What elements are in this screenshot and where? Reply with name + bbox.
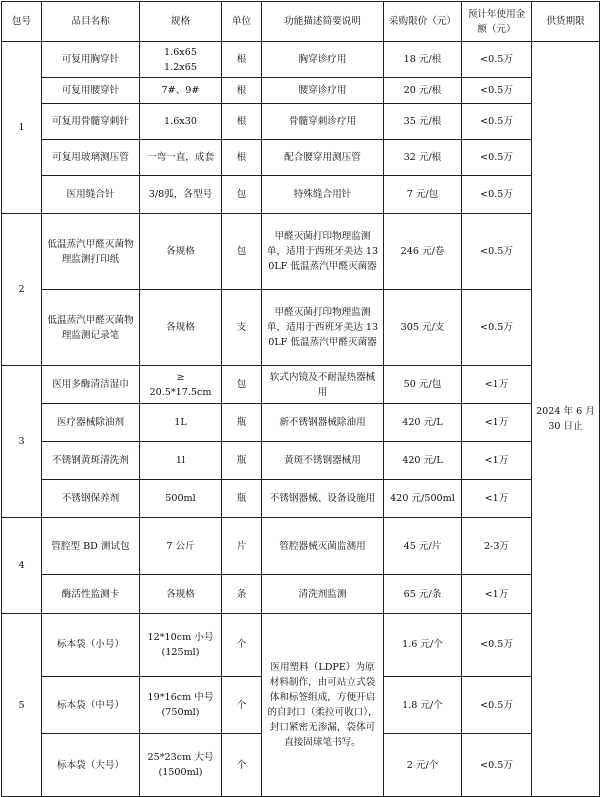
item-spec: 12*10cm 小号 (125ml) (140, 614, 222, 677)
procurement-table (1, 1, 600, 797)
item-est: <0.5万 (462, 42, 532, 78)
item-name: 可复用骨髓穿刺针 (42, 104, 140, 140)
item-desc: 配合腰穿用测压管 (262, 140, 384, 176)
item-desc: 甲醛灭菌打印物理监测单，适用于西班牙美达 130LF 低温蒸汽甲醛灭菌器 (262, 214, 384, 290)
item-price: 18 元/根 (384, 42, 462, 78)
item-est: <0.5万 (462, 734, 532, 797)
table-row (2, 290, 600, 366)
item-name: 医用多酶清洁湿巾 (42, 366, 140, 404)
item-price: 32 元/根 (384, 140, 462, 176)
item-spec: 1.6x65 1.2x65 (140, 42, 222, 78)
item-est: <0.5万 (462, 140, 532, 176)
item-unit: 包 (222, 176, 262, 214)
item-spec: 各规格 (140, 575, 222, 614)
item-spec: 500ml (140, 480, 222, 518)
table-row (2, 614, 600, 677)
item-spec: 3/8弧，各型号 (140, 176, 222, 214)
item-unit: 片 (222, 518, 262, 575)
item-price: 45 元/片 (384, 518, 462, 575)
item-price: 420 元/L (384, 442, 462, 480)
item-spec: 19*16cm 中号 (750ml) (140, 676, 222, 733)
item-desc: 胸穿诊疗用 (262, 42, 384, 78)
item-est: <0.5万 (462, 290, 532, 366)
pkg-number: 4 (2, 518, 42, 614)
item-desc: 腰穿诊疗用 (262, 78, 384, 104)
item-desc: 管腔器械灭菌监测用 (262, 518, 384, 575)
item-unit: 个 (222, 614, 262, 677)
item-name: 不锈钢黄斑清洗剂 (42, 442, 140, 480)
item-spec: 7 公斤 (140, 518, 222, 575)
item-est: <0.5万 (462, 214, 532, 290)
table-row (2, 42, 600, 78)
table-row (2, 366, 600, 404)
item-spec: 1L (140, 404, 222, 442)
table-row (2, 140, 600, 176)
table-row (2, 214, 600, 290)
item-desc: 黄斑不锈钢器械用 (262, 442, 384, 480)
item-spec: 1.6x30 (140, 104, 222, 140)
item-unit: 瓶 (222, 480, 262, 518)
item-desc: 骨髓穿刺诊疗用 (262, 104, 384, 140)
item-spec: 各规格 (140, 290, 222, 366)
item-unit: 个 (222, 676, 262, 733)
item-unit: 根 (222, 78, 262, 104)
header-row (2, 2, 600, 42)
item-price: 420 元/L (384, 404, 462, 442)
item-unit: 个 (222, 734, 262, 797)
pkg-number: 2 (2, 214, 42, 366)
item-spec: 25*23cm 大号 (1500ml) (140, 734, 222, 797)
table-row (2, 575, 600, 614)
item-est: <1万 (462, 575, 532, 614)
item-est: <1万 (462, 442, 532, 480)
item-price: 2 元/个 (384, 734, 462, 797)
item-est: <0.5万 (462, 104, 532, 140)
item-est: <0.5万 (462, 78, 532, 104)
item-price: 65 元/条 (384, 575, 462, 614)
item-name: 标本袋（小号） (42, 614, 140, 677)
item-est: <0.5万 (462, 176, 532, 214)
header-spec: 规格 (140, 2, 222, 42)
item-unit: 包 (222, 366, 262, 404)
item-desc: 特殊缝合用针 (262, 176, 384, 214)
item-spec: 1l (140, 442, 222, 480)
header-pkg: 包号 (2, 2, 42, 42)
item-name: 不锈钢保养剂 (42, 480, 140, 518)
item-price: 1.6 元/个 (384, 614, 462, 677)
item-est: <0.5万 (462, 614, 532, 677)
item-unit: 根 (222, 104, 262, 140)
item-name: 医疗器械除油剂 (42, 404, 140, 442)
item-name: 低温蒸汽甲醛灭菌物理监测记录笔 (42, 290, 140, 366)
item-name: 医用缝合针 (42, 176, 140, 214)
item-price: 420 元/500ml (384, 480, 462, 518)
period-first: 2024 年 6 月 30 日止 (532, 42, 600, 797)
pkg-number: 5 (2, 614, 42, 797)
pkg-number: 3 (2, 366, 42, 518)
item-spec: 7#、9# (140, 78, 222, 104)
item-est: <1万 (462, 366, 532, 404)
item-unit: 瓶 (222, 442, 262, 480)
header-period: 供货期限 (532, 2, 600, 42)
pkg-number: 1 (2, 42, 42, 214)
item-spec: ≥ 20.5*17.5cm (140, 366, 222, 404)
item-est: <0.5万 (462, 676, 532, 733)
item-est: <1万 (462, 404, 532, 442)
header-name: 品目名称 (42, 2, 140, 42)
table-row (2, 442, 600, 480)
item-price: 20 元/根 (384, 78, 462, 104)
item-desc: 清洗剂监测 (262, 575, 384, 614)
item-name: 低温蒸汽甲醛灭菌物理监测打印纸 (42, 214, 140, 290)
item-desc-shared: 医用塑料（LDPE）为原材料制作，由可站立式袋体和标签组成，方便开启的自封口（柔拉可收口），封口紧密无渗漏，袋体可直接固球笔书写。 (262, 614, 384, 797)
item-desc: 新不锈钢器械除油用 (262, 404, 384, 442)
item-est: <1万 (462, 480, 532, 518)
item-unit: 条 (222, 575, 262, 614)
item-desc: 甲醛灭菌打印物理监测单，适用于西班牙美达 130LF 低温蒸汽甲醛灭菌器 (262, 290, 384, 366)
header-unit: 单位 (222, 2, 262, 42)
header-price: 采购限价（元） (384, 2, 462, 42)
table-row (2, 404, 600, 442)
table-row (2, 104, 600, 140)
item-price: 35 元/根 (384, 104, 462, 140)
table-row (2, 518, 600, 575)
item-name: 酶活性监测卡 (42, 575, 140, 614)
item-name: 管腔型 BD 测试包 (42, 518, 140, 575)
item-name: 标本袋（中号） (42, 676, 140, 733)
item-unit: 根 (222, 42, 262, 78)
item-desc: 软式内镜及不耐湿热器械用 (262, 366, 384, 404)
item-name: 标本袋（大号） (42, 734, 140, 797)
item-unit: 包 (222, 214, 262, 290)
table-row (2, 176, 600, 214)
header-est: 预计年使用金额（元） (462, 2, 532, 42)
item-name: 可复用玻璃测压管 (42, 140, 140, 176)
item-price: 7 元/包 (384, 176, 462, 214)
item-price: 246 元/卷 (384, 214, 462, 290)
item-unit: 根 (222, 140, 262, 176)
item-unit: 瓶 (222, 404, 262, 442)
item-price: 305 元/支 (384, 290, 462, 366)
item-desc: 不锈钢器械、设备设施用 (262, 480, 384, 518)
item-name: 可复用胸穿针 (42, 42, 140, 78)
item-unit: 支 (222, 290, 262, 366)
item-price: 50 元/包 (384, 366, 462, 404)
header-desc: 功能描述简要说明 (262, 2, 384, 42)
item-spec: 各规格 (140, 214, 222, 290)
item-name: 可复用腰穿针 (42, 78, 140, 104)
table-row (2, 78, 600, 104)
item-price: 1.8 元/个 (384, 676, 462, 733)
table-row (2, 480, 600, 518)
item-spec: 一弯一直，成套 (140, 140, 222, 176)
item-est: 2-3万 (462, 518, 532, 575)
